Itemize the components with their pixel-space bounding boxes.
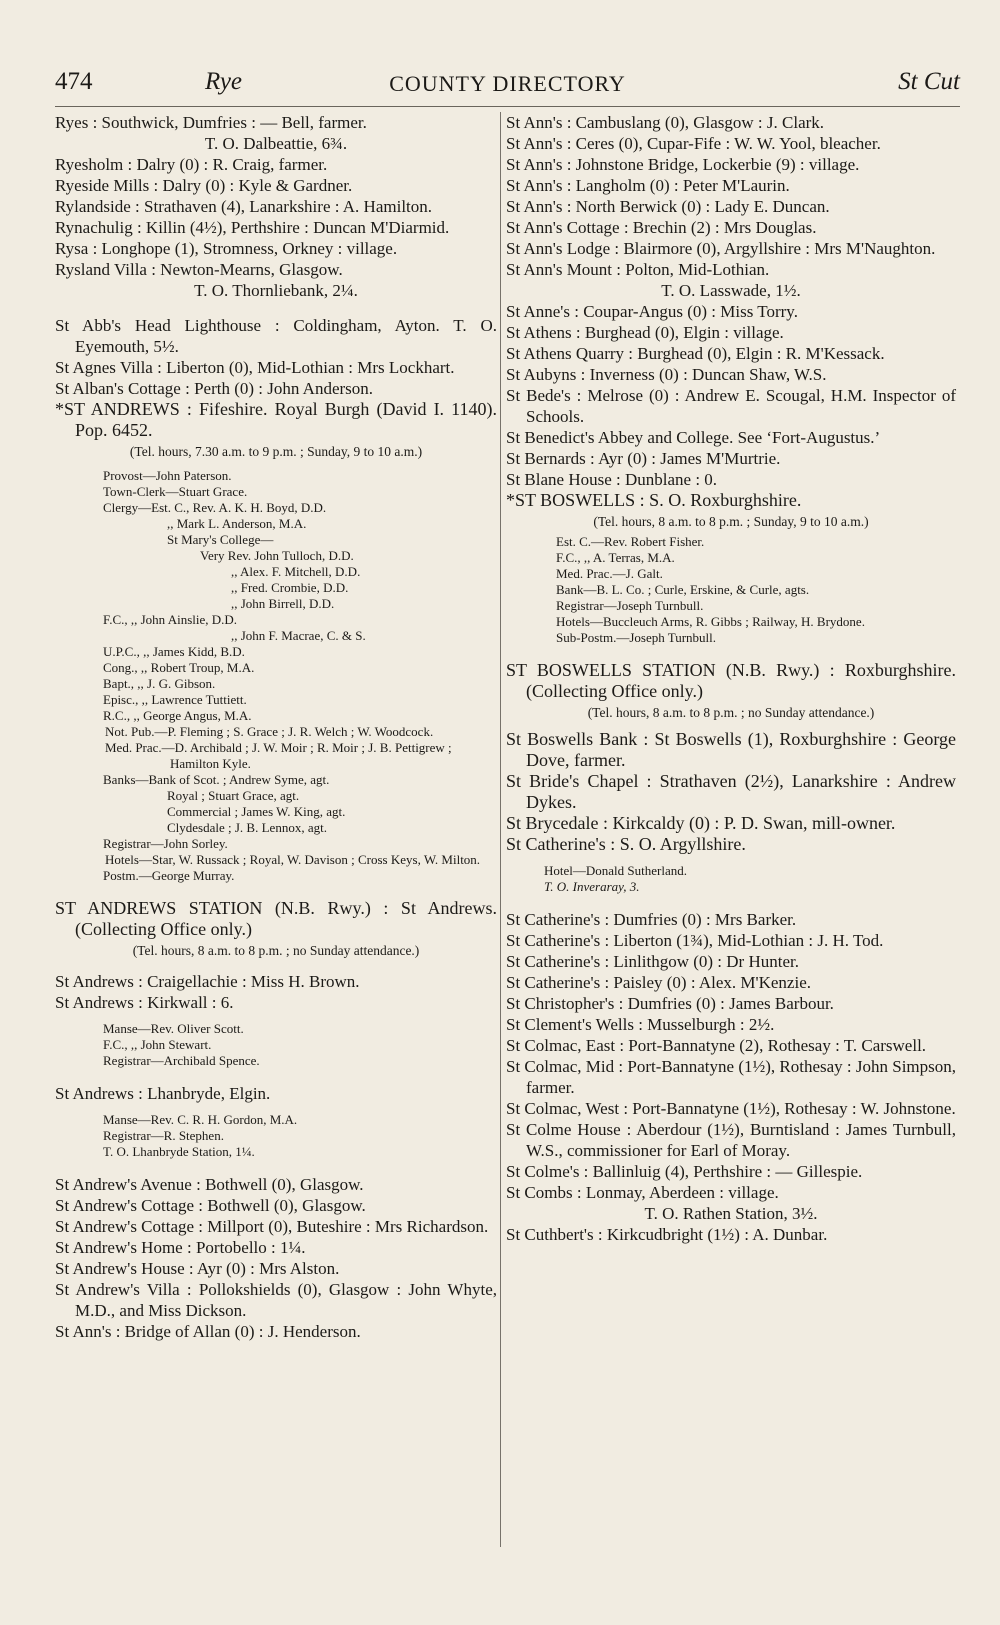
official-line: Episc., ,, Lawrence Tuttiett.	[103, 692, 247, 707]
official-line: Not. Pub.—P. Fleming ; S. Grace ; J. R. Welch ; W. Woodcock.	[105, 724, 434, 739]
telegraph-hours: (Tel. hours, 7.30 a.m. to 9 p.m. ; Sunday, 9 to 10 a.m.)	[129, 444, 423, 459]
directory-entry: St Catherine's : S. O. Argyllshire.	[506, 834, 746, 854]
official-line: F.C., ,, John Ainslie, D.D.	[103, 612, 238, 627]
official-line: Registrar—John Sorley.	[103, 836, 228, 851]
town-heading: *ST ANDREWS : Fifeshire. Royal Burgh (David I. 1140). Pop. 6452.	[55, 399, 497, 440]
directory-entry: St Agnes Villa : Liberton (0), Mid-Lothian : Mrs Lockhart.	[55, 358, 455, 377]
directory-entry: St Ann's : Johnstone Bridge, Lockerbie (9) : village.	[506, 155, 860, 174]
left-column	[55, 112, 497, 1342]
official-line: Bank—B. L. Co. ; Curle, Erskine, & Curle, agts.	[556, 582, 810, 597]
page-number: 474	[55, 68, 93, 95]
telegraph-office-line: T. O. Thornliebank, 2¼.	[194, 281, 358, 300]
page-header	[55, 68, 960, 104]
directory-entry: St Ann's : Ceres (0), Cupar-Fife : W. W. Yool, bleacher.	[506, 134, 881, 153]
directory-entry: St Ann's : North Berwick (0) : Lady E. Duncan.	[506, 197, 830, 216]
official-line: Hotels—Star, W. Russack ; Royal, W. Davison ; Cross Keys, W. Milton.	[105, 852, 481, 867]
directory-entry: St Catherine's : Linlithgow (0) : Dr Hunter.	[506, 952, 799, 971]
official-line: Provost—John Paterson.	[103, 468, 232, 483]
official-line: F.C., ,, A. Terras, M.A.	[556, 550, 675, 565]
official-line: Med. Prac.—J. Galt.	[556, 566, 663, 581]
directory-entry: St Andrew's Villa : Pollokshields (0), Glasgow : John Whyte, M.D., and Miss Dickson.	[55, 1280, 497, 1320]
directory-entry: St Bride's Chapel : Strathaven (2½), Lanarkshire : Andrew Dykes.	[506, 771, 956, 812]
official-line: ,, Fred. Crombie, D.D.	[231, 580, 349, 595]
official-line: Registrar—Archibald Spence.	[103, 1053, 260, 1068]
official-line: Clergy—Est. C., Rev. A. K. H. Boyd, D.D.	[103, 500, 327, 515]
directory-entry: Rysa : Longhope (1), Stromness, Orkney : village.	[55, 239, 398, 258]
directory-entry: Rysland Villa : Newton-Mearns, Glasgow.	[55, 260, 343, 279]
telegraph-hours: (Tel. hours, 8 a.m. to 8 p.m. ; Sunday, 9 to 10 a.m.)	[593, 514, 869, 529]
header-left-word: Rye	[205, 68, 243, 95]
directory-entry: St Bernards : Ayr (0) : James M'Murtrie.	[506, 449, 781, 468]
directory-entry: St Catherine's : Paisley (0) : Alex. M'Kenzie.	[506, 973, 811, 992]
directory-entry: St Bede's : Melrose (0) : Andrew E. Scougal, H.M. Inspector of Schools.	[506, 386, 956, 426]
right-column	[506, 112, 956, 1245]
telegraph-office-line: T. O. Dalbeattie, 6¾.	[204, 134, 348, 153]
station-heading: ST ANDREWS STATION (N.B. Rwy.) : St Andrews. (Collecting Office only.)	[55, 898, 497, 939]
directory-entry: St Andrew's Avenue : Bothwell (0), Glasgow.	[55, 1175, 364, 1194]
directory-entry: St Combs : Lonmay, Aberdeen : village.	[506, 1183, 779, 1202]
official-line: Hotels—Buccleuch Arms, R. Gibbs ; Railway, H. Brydone.	[556, 614, 865, 629]
official-line: Clydesdale ; J. B. Lennox, agt.	[167, 820, 327, 835]
directory-entry: St Abb's Head Lighthouse : Coldingham, Ayton. T. O. Eyemouth, 5½.	[55, 316, 497, 356]
official-line: Commercial ; James W. King, agt.	[167, 804, 346, 819]
official-line: Cong., ,, Robert Troup, M.A.	[103, 660, 255, 675]
directory-entry: St Clement's Wells : Musselburgh : 2½.	[506, 1015, 775, 1034]
header-right-word: St Cut	[898, 68, 960, 95]
official-line: Town-Clerk—Stuart Grace.	[103, 484, 248, 499]
official-line: St Mary's College—	[167, 532, 274, 547]
directory-entry: St Andrew's Cottage : Bothwell (0), Glasgow.	[55, 1196, 366, 1215]
official-line: Registrar—Joseph Turnbull.	[556, 598, 704, 613]
directory-entry: St Athens : Burghead (0), Elgin : village.	[506, 323, 784, 342]
official-line: Bapt., ,, J. G. Gibson.	[103, 676, 216, 691]
directory-entry: St Benedict's Abbey and College. See ‘Fort-Augustus.’	[506, 428, 881, 447]
directory-entry: St Andrew's Home : Portobello : 1¼.	[55, 1238, 306, 1257]
directory-entry: St Cuthbert's : Kirkcudbright (1½) : A. Dunbar.	[506, 1225, 828, 1244]
official-line: ,, Alex. F. Mitchell, D.D.	[231, 564, 361, 579]
directory-entry: St Colmac, West : Port-Bannatyne (1½), Rothesay : W. Johnstone.	[506, 1099, 956, 1118]
directory-entry: St Ann's Cottage : Brechin (2) : Mrs Douglas.	[506, 218, 817, 237]
official-line: ,, Mark L. Anderson, M.A.	[167, 516, 307, 531]
official-line: Royal ; Stuart Grace, agt.	[167, 788, 300, 803]
official-line: Very Rev. John Tulloch, D.D.	[200, 548, 354, 563]
official-line: Manse—Rev. C. R. H. Gordon, M.A.	[103, 1112, 298, 1127]
directory-entry: St Blane House : Dunblane : 0.	[506, 470, 718, 489]
directory-entry: St Andrews : Kirkwall : 6.	[55, 993, 234, 1012]
telegraph-hours: (Tel. hours, 8 a.m. to 8 p.m. ; no Sunday attendance.)	[587, 705, 875, 720]
directory-entry: St Ann's : Langholm (0) : Peter M'Laurin.	[506, 176, 790, 195]
directory-entry: St Anne's : Coupar-Angus (0) : Miss Torry.	[506, 302, 798, 321]
official-line: R.C., ,, George Angus, M.A.	[103, 708, 252, 723]
directory-entry: St Andrew's Cottage : Millport (0), Buteshire : Mrs Richardson.	[55, 1217, 489, 1236]
directory-entry: St Athens Quarry : Burghead (0), Elgin : R. M'Kessack.	[506, 344, 885, 363]
station-heading: ST BOSWELLS STATION (N.B. Rwy.) : Roxburghshire. (Collecting Office only.)	[506, 660, 956, 701]
directory-entry: St Colme's : Ballinluig (4), Perthshire : — Gillespie.	[506, 1162, 863, 1181]
column-divider	[500, 112, 501, 1547]
official-line: ,, John F. Macrae, C. & S.	[231, 628, 366, 643]
official-line: Registrar—R. Stephen.	[103, 1128, 224, 1143]
telegraph-office-line: T. O. Rathen Station, 3½.	[644, 1204, 818, 1223]
telegraph-hours: (Tel. hours, 8 a.m. to 8 p.m. ; no Sunday attendance.)	[132, 943, 420, 958]
official-line: F.C., ,, John Stewart.	[103, 1037, 212, 1052]
official-line: Banks—Bank of Scot. ; Andrew Syme, agt.	[103, 772, 330, 787]
directory-entry: St Andrews : Craigellachie : Miss H. Brown.	[55, 972, 360, 991]
directory-entry: Rynachulig : Killin (4½), Perthshire : Duncan M'Diarmid.	[55, 218, 450, 237]
directory-entry: St Andrews : Lhanbryde, Elgin.	[55, 1084, 271, 1103]
directory-entry: St Aubyns : Inverness (0) : Duncan Shaw, W.S.	[506, 365, 827, 384]
directory-entry: St Brycedale : Kirkcaldy (0) : P. D. Swan, mill-owner.	[506, 813, 896, 833]
directory-entry: Ryesholm : Dalry (0) : R. Craig, farmer.	[55, 155, 328, 174]
telegraph-office-line: T. O. Lhanbryde Station, 1¼.	[103, 1144, 255, 1159]
directory-entry: St Ann's Mount : Polton, Mid-Lothian.	[506, 260, 770, 279]
directory-entry: St Catherine's : Dumfries (0) : Mrs Barker.	[506, 910, 797, 929]
directory-entry: St Alban's Cottage : Perth (0) : John Anderson.	[55, 379, 374, 398]
telegraph-office-line: T. O. Inveraray, 3.	[544, 879, 640, 894]
official-line: ,, John Birrell, D.D.	[231, 596, 335, 611]
directory-entry: St Ann's Lodge : Blairmore (0), Argyllshire : Mrs M'Naughton.	[506, 239, 936, 258]
directory-entry: St Colme House : Aberdour (1½), Burntisland : James Turnbull, W.S., commissioner for Earl of Moray.	[506, 1120, 956, 1160]
official-line: Med. Prac.—D. Archibald ; J. W. Moir ; R. Moir ; J. B. Pettigrew ; Hamilton Kyle.	[105, 740, 452, 771]
directory-entry: St Ann's : Cambuslang (0), Glasgow : J. Clark.	[506, 113, 825, 132]
official-line: Est. C.—Rev. Robert Fisher.	[556, 534, 705, 549]
header-rule	[55, 106, 960, 107]
directory-entry: Ryes : Southwick, Dumfries : — Bell, farmer.	[55, 113, 367, 132]
directory-entry: St Ann's : Bridge of Allan (0) : J. Henderson.	[55, 1322, 361, 1341]
directory-entry: St Colmac, East : Port-Bannatyne (2), Rothesay : T. Carswell.	[506, 1036, 927, 1055]
town-heading: *ST BOSWELLS : S. O. Roxburghshire.	[506, 490, 802, 510]
official-line: Sub-Postm.—Joseph Turnbull.	[556, 630, 717, 645]
official-line: Hotel—Donald Sutherland.	[544, 863, 687, 878]
directory-entry: Ryeside Mills : Dalry (0) : Kyle & Gardner.	[55, 176, 353, 195]
directory-entry: St Christopher's : Dumfries (0) : James Barbour.	[506, 994, 834, 1013]
directory-entry: St Andrew's House : Ayr (0) : Mrs Alston.	[55, 1259, 340, 1278]
telegraph-office-line: T. O. Lasswade, 1½.	[661, 281, 801, 300]
official-line: Postm.—George Murray.	[103, 868, 235, 883]
page-title: COUNTY DIRECTORY	[389, 71, 626, 96]
directory-entry: St Colmac, Mid : Port-Bannatyne (1½), Rothesay : John Simpson, farmer.	[506, 1057, 957, 1097]
directory-entry: St Catherine's : Liberton (1¾), Mid-Lothian : J. H. Tod.	[506, 931, 884, 950]
directory-entry: St Boswells Bank : St Boswells (1), Roxburghshire : George Dove, farmer.	[506, 729, 956, 770]
official-line: Manse—Rev. Oliver Scott.	[103, 1021, 244, 1036]
directory-entry: Rylandside : Strathaven (4), Lanarkshire : A. Hamilton.	[55, 197, 433, 216]
official-line: U.P.C., ,, James Kidd, B.D.	[103, 644, 245, 659]
